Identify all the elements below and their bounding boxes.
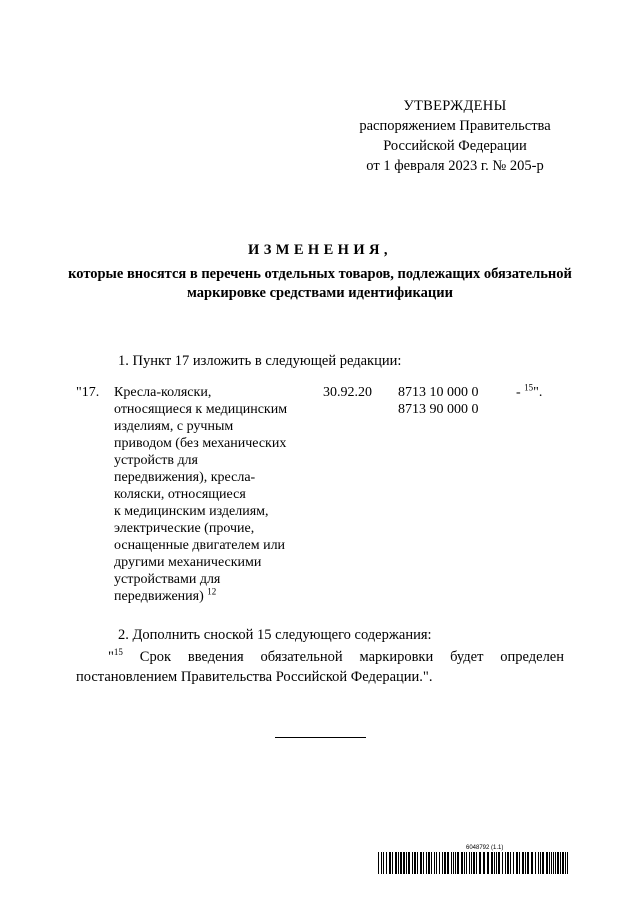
item-2-text: 2. Дополнить сноской 15 следующего содержания: xyxy=(118,627,432,643)
footnote-line-2: постановлением Правительства Российской Федерации.". xyxy=(76,669,433,685)
entry-name-line: устройств для xyxy=(114,453,198,468)
document-subtitle: которые вносятся в перечень отдельных товаров, подлежащих обязательной маркировке средствами идентификации xyxy=(68,266,572,301)
tnved-codes xyxy=(398,384,479,418)
item-1-text: 1. Пункт 17 изложить в следующей редакции: xyxy=(118,353,402,369)
entry-name-line: другими механическими xyxy=(114,555,262,570)
tnved-code: 8713 90 000 0 xyxy=(398,402,479,417)
footnote-text xyxy=(76,647,564,687)
footnote-ref-12: 12 xyxy=(207,586,217,597)
date-dash: - xyxy=(516,385,521,400)
approved-date-line: от 1 февраля 2023 г. № 205-р xyxy=(366,158,544,174)
footnote-line-1 xyxy=(76,647,564,667)
document-title: ИЗМЕНЕНИЯ, xyxy=(248,242,392,258)
entry-name-line: Кресла-коляски, xyxy=(114,385,212,400)
entry-name-line: приводом (без механических xyxy=(114,436,287,451)
entry-number: "17. xyxy=(76,385,100,400)
entry-name-line: к медицинским изделиям, xyxy=(114,504,269,519)
entry-date xyxy=(516,384,542,401)
footnote-quote: " xyxy=(108,649,114,665)
tnved-code: 8713 10 000 0 xyxy=(398,385,479,400)
entry-name-line: коляски, относящиеся xyxy=(114,487,246,502)
document-code: 6048792 (1.1) xyxy=(466,845,504,851)
entry-name-line: устройствами для xyxy=(114,572,221,587)
entry-name-line: оснащенные двигателем или xyxy=(114,538,286,553)
approved-by-line: распоряжением Правительства xyxy=(359,118,551,134)
entry-name-line: относящиеся к медицинским xyxy=(114,402,288,417)
entry-name-line: изделиям, с ручным xyxy=(114,419,234,434)
entry-name-line-last xyxy=(114,588,314,605)
entry-name xyxy=(114,384,314,605)
footnote-number: 15 xyxy=(113,647,123,658)
entry-name-line: передвижения), кресла- xyxy=(114,470,256,485)
footnote-ref-15: 15 xyxy=(524,382,534,393)
barcode xyxy=(378,852,570,874)
separator-line xyxy=(275,737,366,738)
approved-label: УТВЕРЖДЕНЫ xyxy=(403,98,507,114)
closing-quote: ". xyxy=(533,385,543,400)
footnote-line-1-text: Срок введения обязательной маркировки будет определен xyxy=(139,649,565,665)
approved-authority-line: Российской Федерации xyxy=(383,138,527,154)
okpd-code: 30.92.20 xyxy=(323,385,372,400)
entry-name-line: передвижения) xyxy=(114,589,204,604)
approval-block xyxy=(330,96,580,176)
entry-name-line: электрические (прочие, xyxy=(114,521,255,536)
